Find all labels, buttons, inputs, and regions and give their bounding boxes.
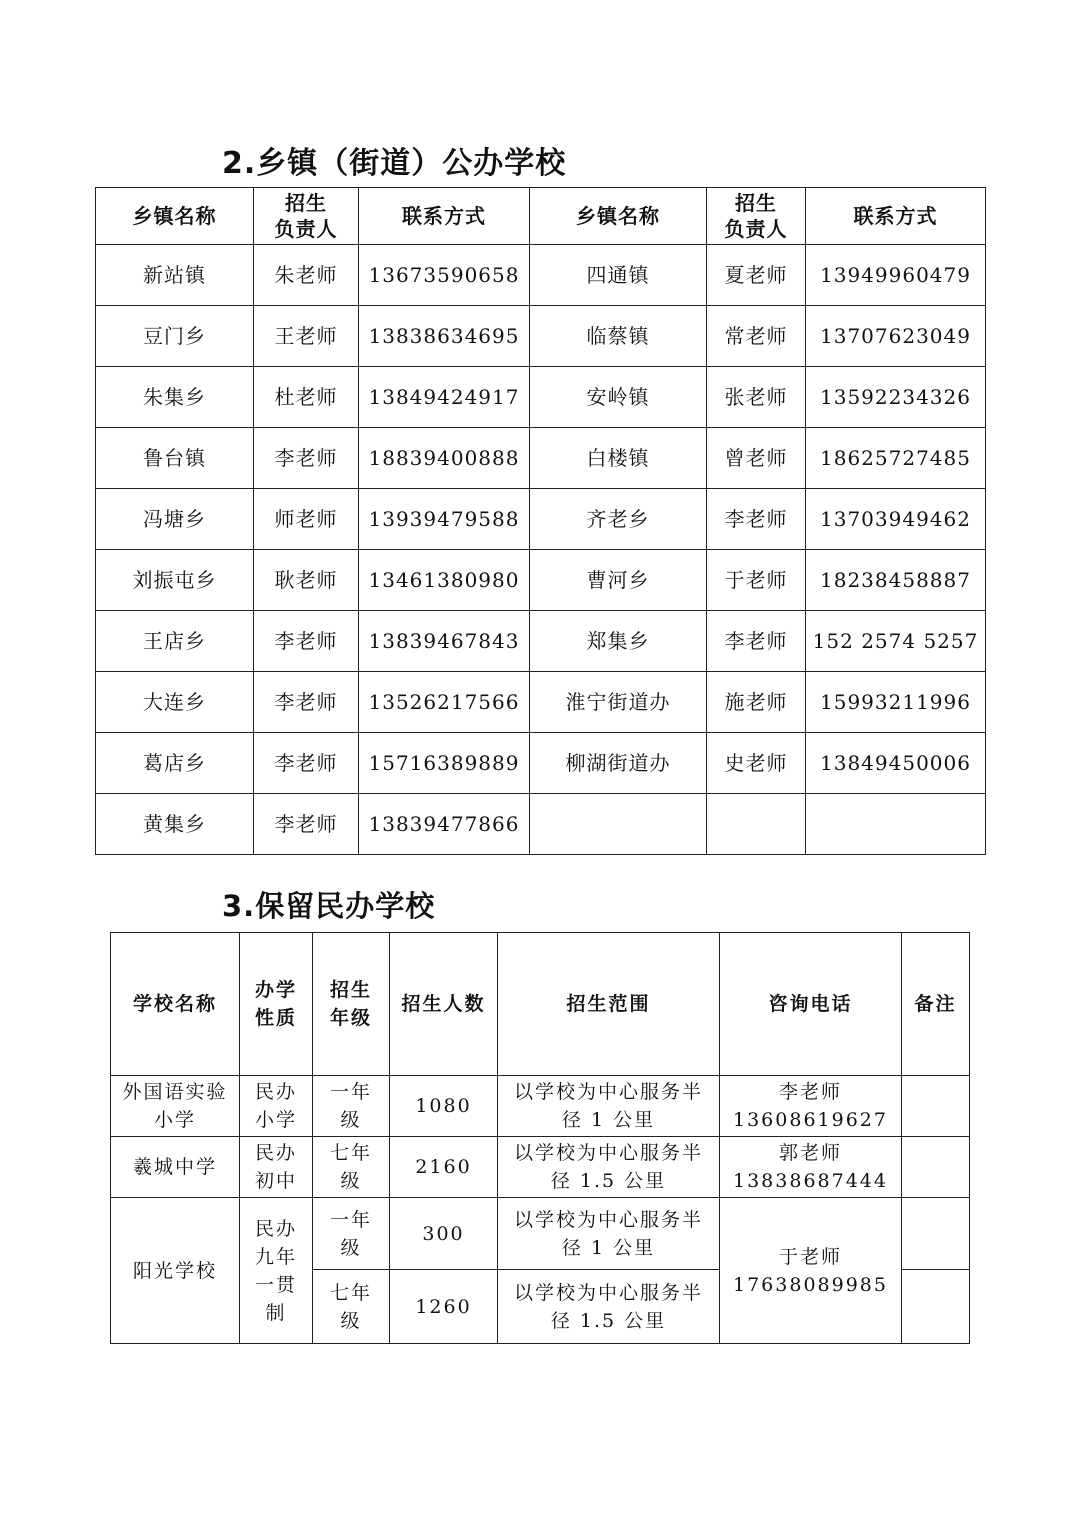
header-cell-text: 联系方式 [402,204,486,228]
table-cell [806,611,986,672]
table-cell-text: 李老师 [274,446,338,470]
table-cell-text: 15716389889 [368,751,520,775]
header-cell [720,933,902,1076]
table-cell [254,245,359,306]
table-cell [530,367,707,428]
enrollment-range-cell-text: 以学校为中心服务半 径 1.5 公里 [513,1281,703,1332]
header-cell [390,933,498,1076]
table-cell [806,489,986,550]
table-cell [530,245,707,306]
grade-cell [313,1076,390,1137]
table-cell [96,550,254,611]
table-cell-text: 夏老师 [724,263,788,287]
table-cell-text: 郑集乡 [586,629,650,653]
header-cell [806,188,986,245]
grade-cell [313,1270,390,1344]
table-cell [359,733,530,794]
table-cell [806,306,986,367]
table-cell [530,611,707,672]
table-cell-text: 曾老师 [724,446,788,470]
grade-cell [313,1198,390,1270]
header-cell [254,188,359,245]
table-cell-text: 齐老乡 [586,507,650,531]
grade-cell-text: 一年 级 [329,1208,372,1259]
table-cell [707,794,806,855]
note-cell [902,1137,970,1198]
header-cell [359,188,530,245]
table-cell-text: 13939479588 [368,507,520,531]
table-cell-text: 四通镇 [586,263,650,287]
school-name-cell [111,1076,240,1137]
enrollment-range-cell [498,1270,720,1344]
table-cell [359,245,530,306]
enrollment-range-cell-text: 以学校为中心服务半 径 1.5 公里 [513,1142,703,1192]
table-cell-text: 冯塘乡 [143,507,206,531]
table-cell-text: 13703949462 [820,507,971,531]
table-row [96,367,986,428]
contact-phone-cell-text: 郭老师 13838687444 [733,1142,888,1192]
enrollment-count-cell-text: 2160 [415,1156,472,1178]
header-cell-text: 学校名称 [132,993,217,1015]
school-nature-cell [240,1198,313,1344]
enrollment-range-cell [498,1198,720,1270]
school-nature-cell-text: 民办 九年 一贯 制 [254,1217,297,1324]
table-cell [707,367,806,428]
table-cell [806,428,986,489]
enrollment-count-cell [390,1198,498,1270]
table-cell-text: 朱集乡 [143,385,206,409]
table-cell-text: 13526217566 [368,690,520,714]
table-cell-text: 13839467843 [368,629,520,653]
table-row [111,1198,970,1270]
table-cell-text: 18238458887 [820,568,971,592]
table-cell-text: 李老师 [724,629,788,653]
table-cell-text: 葛店乡 [143,751,206,775]
table-cell [96,794,254,855]
table-cell [707,428,806,489]
school-nature-cell [240,1076,313,1137]
table-cell [359,794,530,855]
table-row [111,1137,970,1198]
table-cell [707,672,806,733]
table-cell-text: 13839477866 [368,812,520,836]
table-cell [96,245,254,306]
table-cell-text: 施老师 [724,690,788,714]
table-cell [707,489,806,550]
grade-cell-text: 一年 级 [329,1081,372,1131]
table-row [96,428,986,489]
note-cell [902,1076,970,1137]
header-cell [498,933,720,1076]
table-cell [806,367,986,428]
table-cell [359,489,530,550]
school-name-cell-text: 外国语实验 小学 [122,1081,228,1131]
table-cell-text: 朱老师 [274,263,338,287]
table-cell [254,794,359,855]
enrollment-count-cell [390,1270,498,1344]
grade-cell [313,1137,390,1198]
table-cell [359,428,530,489]
table-cell-text: 耿老师 [274,568,338,592]
table-cell [707,245,806,306]
table-cell [530,550,707,611]
table-cell-text: 常老师 [724,324,788,348]
table-cell-text: 李老师 [724,507,788,531]
header-cell-text: 备注 [914,993,957,1015]
table-row [96,489,986,550]
enrollment-range-cell-text: 以学校为中心服务半 径 1 公里 [513,1208,703,1259]
table-cell [254,306,359,367]
table-cell [707,611,806,672]
table-cell [359,367,530,428]
table-cell [359,672,530,733]
header-cell [240,933,313,1076]
table-cell-text: 黄集乡 [143,812,206,836]
header-cell [313,933,390,1076]
enrollment-count-cell-text: 1260 [415,1295,472,1318]
table-cell-text: 安岭镇 [586,385,650,409]
header-cell-text: 乡镇名称 [132,204,217,228]
table-cell [254,672,359,733]
table-cell [806,550,986,611]
school-nature-cell-text: 民办 小学 [254,1081,297,1131]
table-cell [254,428,359,489]
school-nature-cell [240,1137,313,1198]
table-cell [96,611,254,672]
table-cell [96,428,254,489]
table-header-row [96,188,986,245]
table-cell-text: 李老师 [274,812,338,836]
header-cell-text: 招生 年级 [329,979,372,1029]
table-cell-text: 李老师 [274,690,338,714]
table-cell-text: 大连乡 [143,690,206,714]
table-cell-text: 15993211996 [820,690,971,714]
table-cell [359,306,530,367]
grade-cell-text: 七年 级 [329,1281,372,1332]
table-row [96,245,986,306]
table-cell-text: 王店乡 [143,629,206,653]
table-cell-text: 李老师 [274,629,338,653]
header-cell-text: 招生 负责人 [274,191,338,241]
enrollment-count-cell [390,1137,498,1198]
table-cell-text: 淮宁街道办 [565,690,671,714]
note-cell [902,1198,970,1270]
table-cell-text: 李老师 [274,751,338,775]
table-cell [530,306,707,367]
table-row [96,611,986,672]
table-cell-text: 18839400888 [368,446,520,470]
school-name-cell-text: 阳光学校 [132,1259,217,1282]
table-cell [96,489,254,550]
table-cell [707,306,806,367]
enrollment-range-cell [498,1137,720,1198]
header-cell-text: 招生范围 [566,993,651,1015]
header-cell-text: 招生人数 [401,993,486,1015]
table-cell-text: 临蔡镇 [586,324,650,348]
section3-title: 3.保留民办学校 [222,889,436,923]
table-cell [806,245,986,306]
table-cell-text: 13849424917 [368,385,520,409]
enrollment-range-cell-text: 以学校为中心服务半 径 1 公里 [513,1081,703,1131]
table-cell-text: 豆门乡 [143,324,206,348]
private-schools-table [110,932,970,1344]
table-cell-text: 白楼镇 [586,446,650,470]
contact-phone-cell [720,1137,902,1198]
township-schools-table [95,187,986,855]
school-nature-cell-text: 民办 初中 [254,1142,297,1192]
header-cell-text: 办学 性质 [254,979,297,1029]
table-cell [254,611,359,672]
header-cell [530,188,707,245]
enrollment-range-cell [498,1076,720,1137]
table-cell [707,733,806,794]
table-cell [530,733,707,794]
table-row [96,306,986,367]
header-cell [707,188,806,245]
table-cell-text: 13838634695 [368,324,520,348]
table-cell-text: 柳湖街道办 [565,751,671,775]
table-row [96,550,986,611]
table-header-row [111,933,970,1076]
table-cell-text: 张老师 [724,385,788,409]
table-cell [254,367,359,428]
grade-cell-text: 七年 级 [329,1142,372,1192]
enrollment-count-cell-text: 1080 [415,1095,472,1117]
table-cell-text: 新站镇 [143,263,206,287]
school-name-cell-text: 羲城中学 [132,1156,217,1178]
header-cell-text: 联系方式 [853,204,938,228]
table-cell-text: 18625727485 [820,446,971,470]
table-cell [359,611,530,672]
note-cell [902,1270,970,1344]
contact-phone-cell [720,1198,902,1344]
table-cell [707,550,806,611]
table-cell [96,672,254,733]
table-row [96,794,986,855]
contact-phone-cell-text: 于老师 17638089985 [733,1245,888,1296]
table-cell [96,733,254,794]
enrollment-count-cell [390,1076,498,1137]
table-cell [530,672,707,733]
table-row [111,1076,970,1137]
table-row [96,672,986,733]
table-cell-text: 13592234326 [820,385,971,409]
table-cell-text: 曹河乡 [586,568,650,592]
table-cell-text: 于老师 [724,568,788,592]
table-cell-text: 13949960479 [820,263,971,287]
table-cell [530,794,707,855]
school-name-cell [111,1198,240,1344]
table-cell [254,550,359,611]
table-cell [806,794,986,855]
header-cell-text: 乡镇名称 [576,204,660,228]
table-cell-text: 13461380980 [368,568,520,592]
school-name-cell [111,1137,240,1198]
table-cell-text: 师老师 [274,507,338,531]
table-cell [530,489,707,550]
header-cell [111,933,240,1076]
table-cell [254,733,359,794]
table-cell-text: 史老师 [724,751,788,775]
table-cell-text: 13849450006 [820,751,971,775]
table-row [96,733,986,794]
table-cell-text: 13673590658 [368,263,520,287]
table-cell-text: 鲁台镇 [143,446,206,470]
header-cell [902,933,970,1076]
table-cell-text: 152 2574 5257 [812,629,979,653]
table-cell [254,489,359,550]
section2-title: 2.乡镇（街道）公办学校 [222,146,567,181]
table-cell [806,733,986,794]
header-cell [96,188,254,245]
header-cell-text: 咨询电话 [768,993,853,1015]
table-cell-text: 刘振屯乡 [132,568,217,592]
table-cell [530,428,707,489]
table-cell-text: 13707623049 [820,324,971,348]
enrollment-count-cell-text: 300 [422,1222,465,1245]
table-cell [359,550,530,611]
contact-phone-cell [720,1076,902,1137]
table-cell-text: 杜老师 [274,385,338,409]
table-cell-text: 王老师 [274,324,338,348]
table-cell [96,306,254,367]
header-cell-text: 招生 负责人 [724,191,788,241]
table-cell [96,367,254,428]
contact-phone-cell-text: 李老师 13608619627 [733,1081,888,1131]
table-cell [806,672,986,733]
